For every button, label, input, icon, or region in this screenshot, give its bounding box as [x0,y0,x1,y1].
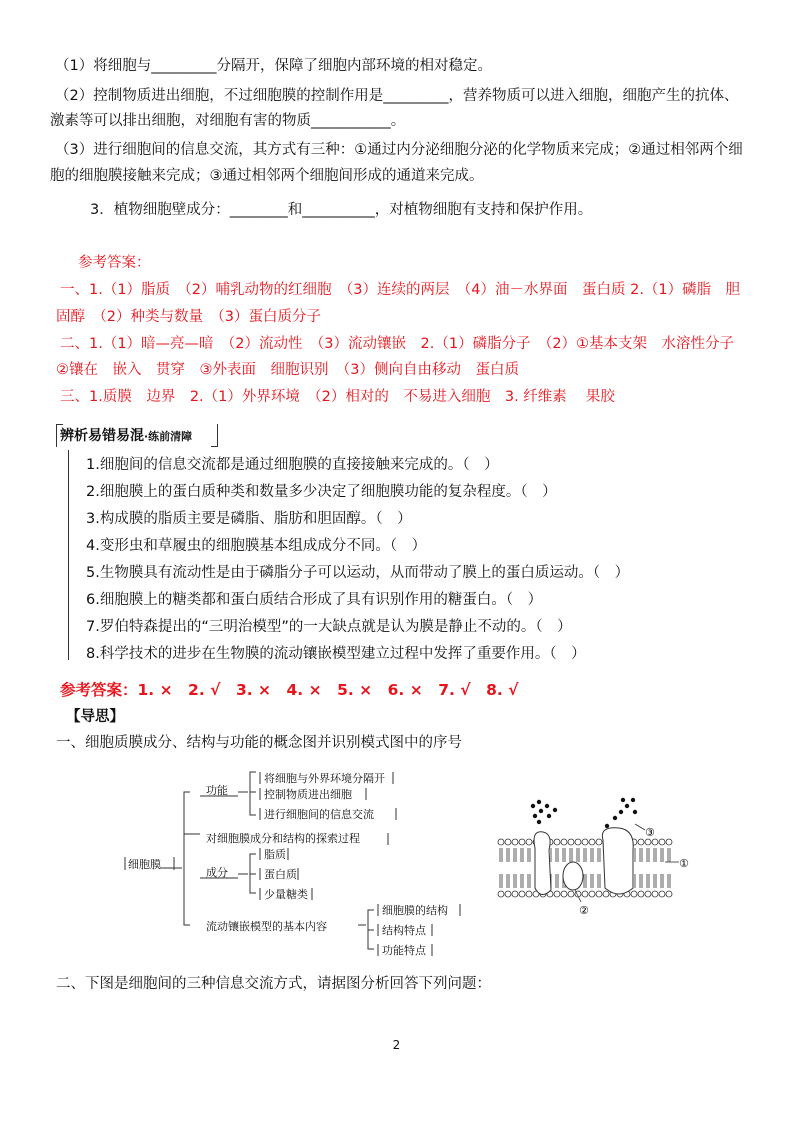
quiz-item: 1.细胞间的信息交流都是通过细胞膜的直接接触来完成的。（ ） [86,457,499,473]
guide-title: 【导思】 [66,709,124,725]
concept-map [110,760,490,960]
answer-line-2a: 二、1.（1）暗—亮—暗 （2）流动性 （3）流动镶嵌 2.（1）磷脂分子 （2）①基本支架 水溶性分子 [60,336,735,352]
cmap-m2: 结构特点 [382,924,426,937]
quiz-title-sub: ·练前清障 [144,430,193,443]
cmap-root: 细胞膜 [128,858,161,871]
label-3: ③ [645,826,655,839]
quiz-side-bar [68,450,69,660]
glycocalyx-chains [531,798,637,828]
quiz-item: 6.细胞膜上的糖类都和蛋白质结合形成了具有识别作用的糖蛋白。（ ） [86,592,543,608]
cmap-f3: 进行细胞间的信息交流 [264,808,374,821]
quiz-item: 2.细胞膜上的蛋白质种类和数量多少决定了细胞膜功能的复杂程度。（ ） [86,484,557,500]
answer-line-3: 三、1.质膜 边界 2.（1）外界环境 （2）相对的 不易进入细胞 3. 纤维素 果胶 [60,389,615,405]
function-2-text-cont: 激素等可以排出细胞，对细胞有害的物质___________。 [50,113,406,129]
cell-wall-text: 3．植物细胞壁成分：________和__________，对植物细胞有支持和保护作用。 [90,202,593,218]
quiz-item: 4.变形虫和草履虫的细胞膜基本组成成分不同。（ ） [86,538,427,554]
cmap-c2: 蛋白质 [264,868,297,881]
quiz-title-main: 辨析易错易混 [60,428,144,444]
cmap-explore: 对细胞膜成分和结构的探索过程 [206,832,360,845]
bilayer-heads [498,839,672,897]
cmap-f2: 控制物质进出细胞 [264,788,352,801]
answer-line-2b: ②镶在 嵌入 贯穿 ③外表面 细胞识别 （3）侧向自由移动 蛋白质 [56,362,519,378]
quiz-item: 8.科学技术的进步在生物膜的流动镶嵌模型建立过程中发挥了重要作用。（ ） [86,646,586,662]
guide-question-2: 二、下图是细胞间的三种信息交流方式，请据图分析回答下列问题： [56,976,491,992]
quiz-item: 5.生物膜具有流动性是由于磷脂分子可以运动，从而带动了膜上的蛋白质运动。（ ） [86,565,630,581]
function-3-text: （3）进行细胞间的信息交流，其方式有三种：①通过内分泌细胞分泌的化学物质来完成；②通过相邻两个细 [55,142,743,158]
answers-title: 参考答案： [78,255,151,271]
cmap-m3: 功能特点 [382,944,426,957]
quiz-bracket-right [211,424,218,447]
guide-question-1: 一、细胞质膜成分、结构与功能的概念图并识别模式图中的序号 [56,735,462,751]
membrane-model-figure [495,790,695,920]
page-number: 2 [392,1038,401,1052]
quiz-title [60,425,192,445]
label-1: ① [679,857,689,870]
quiz-item: 3.构成膜的脂质主要是磷脂、脂肪和胆固醇。（ ） [86,511,412,527]
function-3-text-cont: 胞的细胞膜接触来完成；③通过相邻两个细胞间形成的通道来完成。 [50,168,484,184]
cmap-c1: 脂质 [264,848,286,861]
label-2: ② [579,904,589,917]
cmap-m1: 细胞膜的结构 [382,904,448,917]
answer-line-1a: 一、1.（1）脂质 （2）哺乳动物的红细胞 （3）连续的两层 （4）油－水界面 蛋白质 2.（1）磷脂 胆 [60,282,741,298]
cmap-f1: 将细胞与外界环境分隔开 [264,772,385,785]
function-2-text: （2）控制物质进出细胞，不过细胞膜的控制作用是_________，营养物质可以进入细胞，细胞产生的抗体、 [55,88,739,104]
cmap-c3: 少量糖类 [264,888,308,901]
quiz-answer: 参考答案：1. × 2. √ 3. × 4. × 5. × 6. × 7. √ 8. √ [60,681,519,699]
cmap-model: 流动镶嵌模型的基本内容 [206,920,327,933]
quiz-item: 7.罗伯特森提出的“三明治模型”的一大缺点就是认为膜是静止不动的。（ ） [86,619,572,635]
cmap-function: 功能 [206,784,228,797]
cmap-component: 成分 [206,866,228,879]
function-1-text: （1）将细胞与_________分隔开，保障了细胞内部环境的相对稳定。 [55,58,492,74]
answer-line-1b: 固醇 （2）种类与数量 （3）蛋白质分子 [56,309,321,325]
